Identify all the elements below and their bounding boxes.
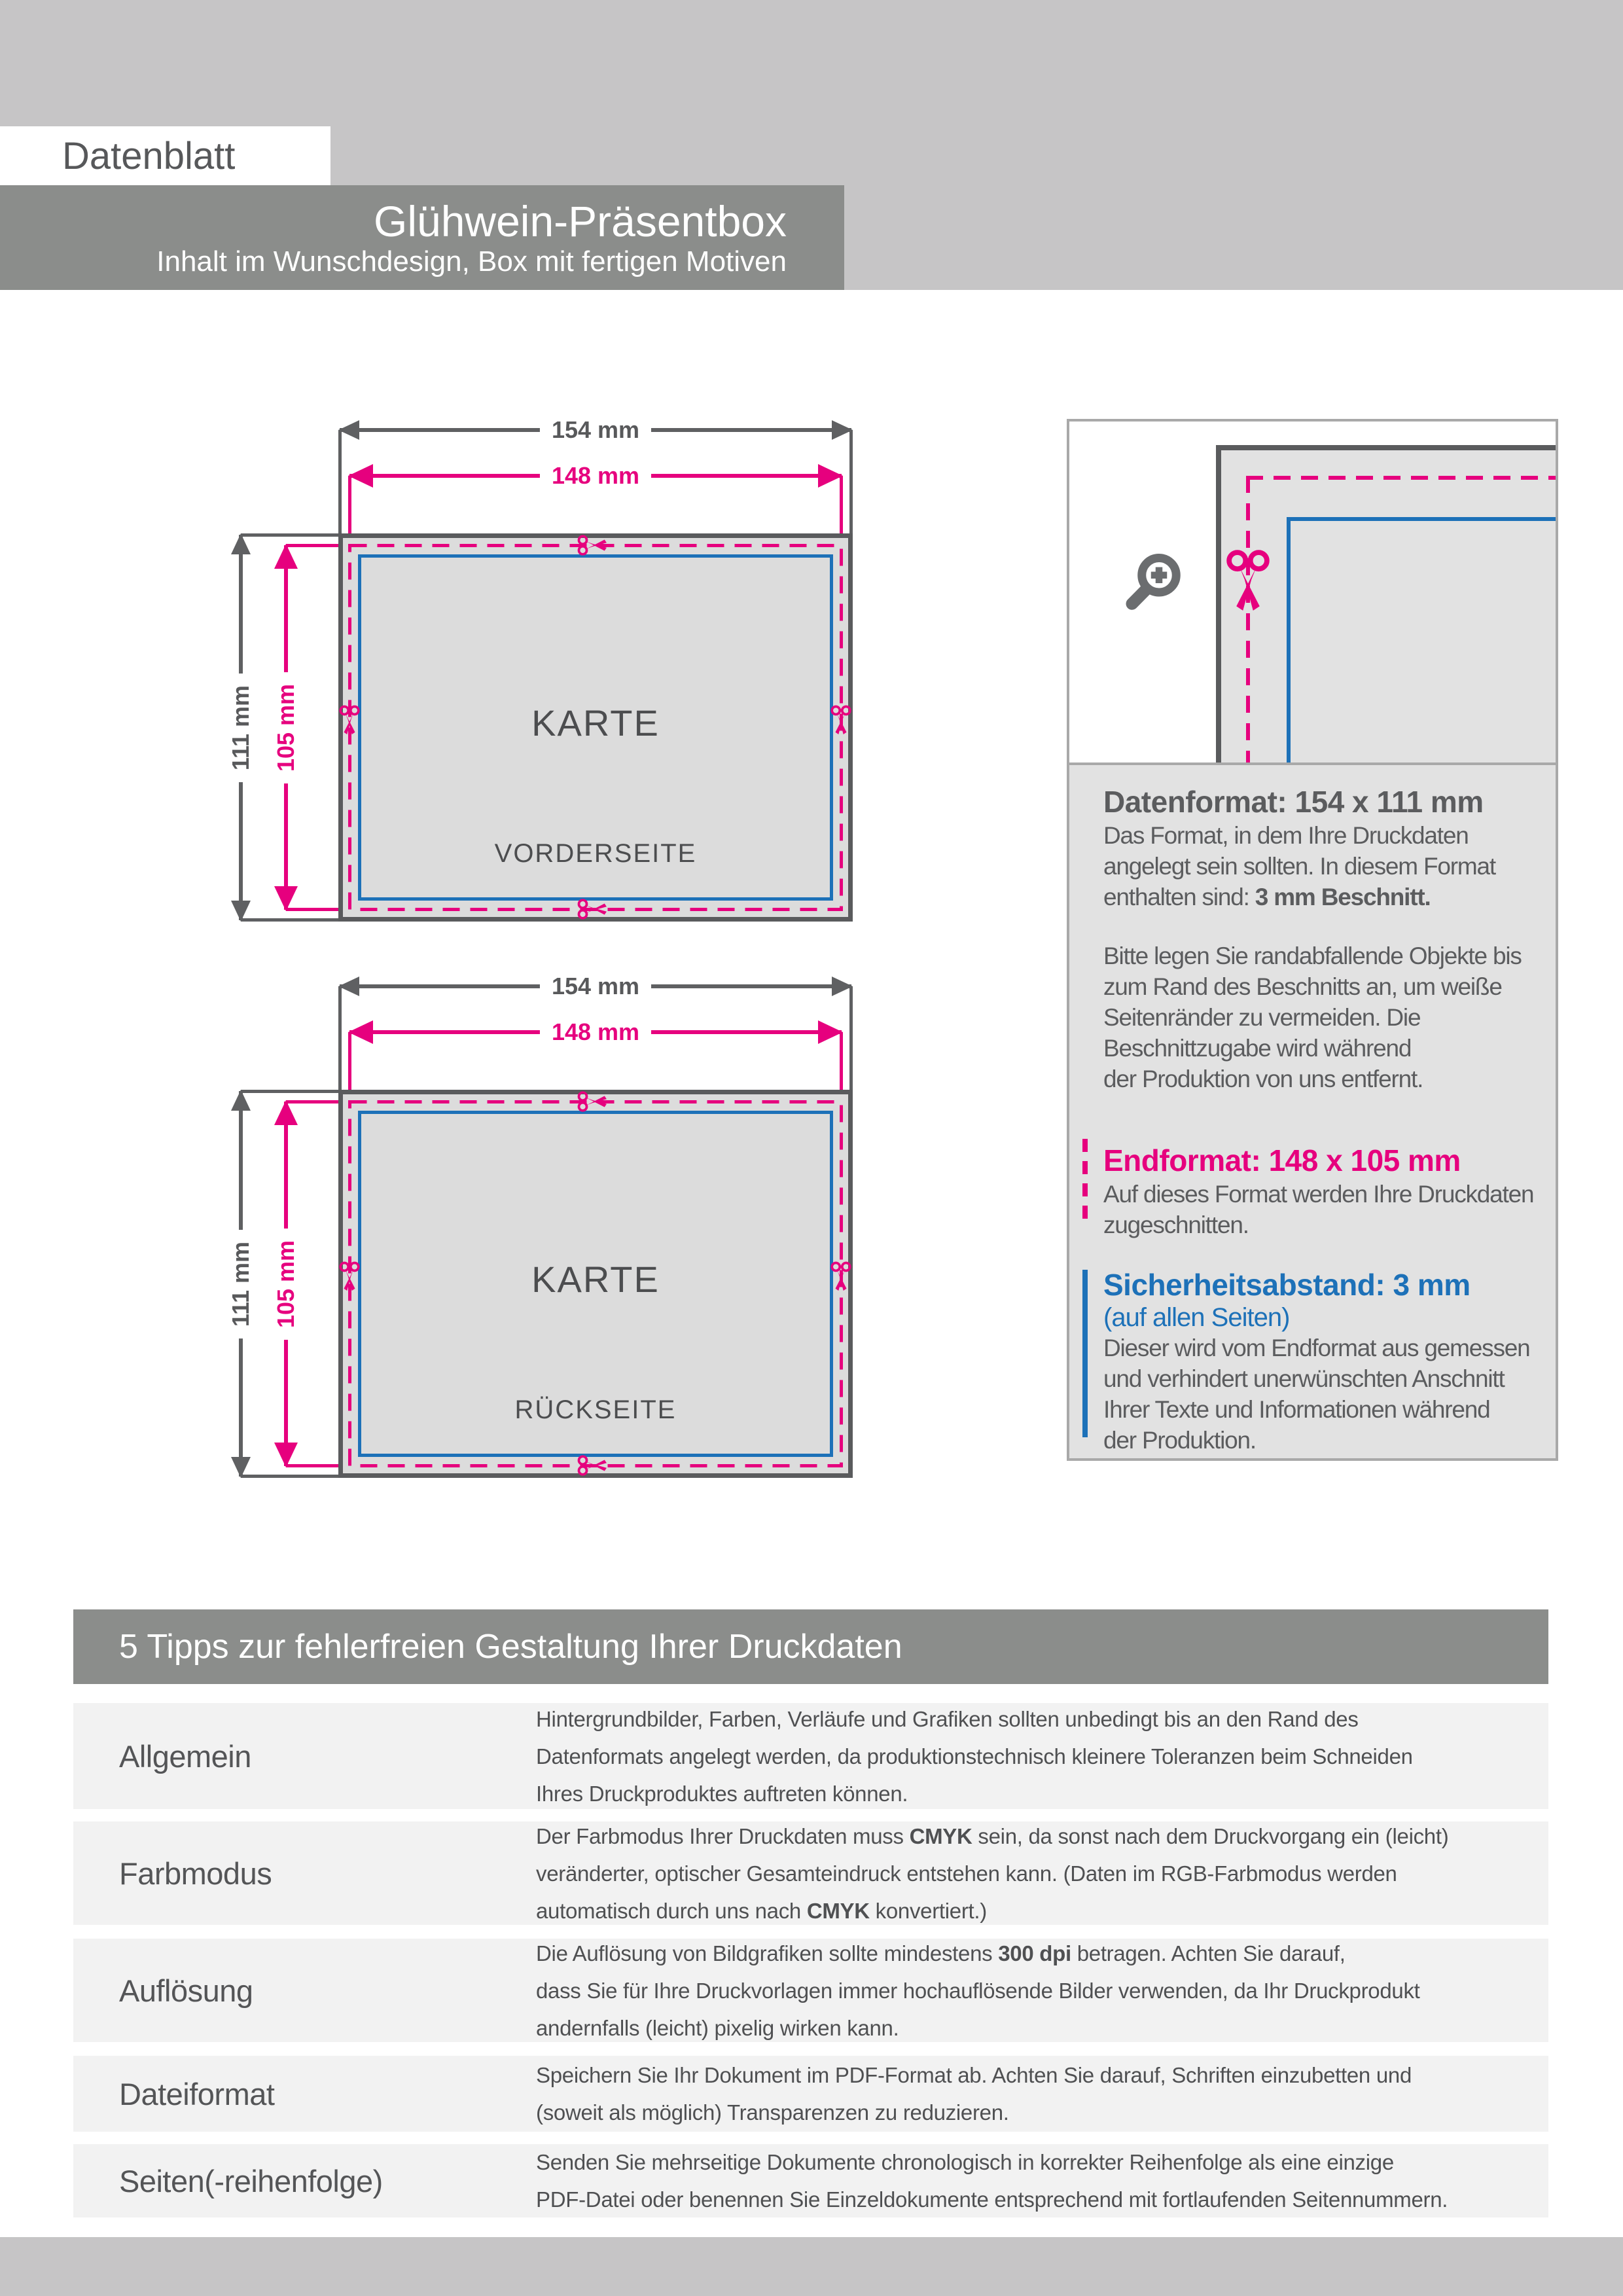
dimension-105mm [272, 1100, 300, 1467]
dimension-label: 154 mm [540, 416, 651, 444]
scissors-icon [338, 1261, 361, 1291]
extension-line [849, 986, 853, 1090]
page-title: Glühwein-Präsentbox [374, 197, 787, 245]
dataformat-edge-line [1216, 445, 1556, 450]
tip-row-label: Auflösung [119, 1973, 253, 2008]
dimension-label: 111 mm [227, 1229, 255, 1338]
dimension-105mm [272, 544, 300, 911]
dimension-148mm [348, 1018, 843, 1047]
safety-section: Sicherheitsabstand: 3 mm (auf allen Seiten) Dieser wird vom Endformat aus gemessen und verhindert unerwünschten Anschnitt Ihrer Texte und Informationen während der Produktion. [1103, 1266, 1540, 1456]
dimension-label: 105 mm [272, 672, 300, 783]
datenformat-section: Datenformat: 154 x 111 mm Das Format, in dem Ihre Druckdaten angelegt sein sollten. In diesem Format enthalten sind: 3 mm Beschnitt. [1103, 783, 1540, 912]
scissors-icon [1224, 541, 1272, 620]
tips-header-band [73, 1609, 1548, 1684]
magnifier-icon [1120, 550, 1185, 615]
info-panel [1067, 419, 1558, 1461]
extension-line [241, 918, 338, 922]
tip-row-label: Seiten(-reihenfolge) [119, 2163, 383, 2198]
tip-row-allgemein [73, 1703, 1548, 1809]
footer-gray-band [0, 2237, 1623, 2296]
dimension-154mm [338, 416, 853, 444]
scissors-icon [577, 533, 607, 557]
tip-row-dateiformat [73, 2056, 1548, 2132]
trim-dash-line [1246, 476, 1556, 480]
tip-row-label: Allgemein [119, 1738, 251, 1774]
scissors-icon [577, 1454, 607, 1477]
safety-title: Sicherheitsabstand: 3 mm [1103, 1268, 1471, 1302]
diagram-back [196, 969, 857, 1499]
dimension-label: 148 mm [540, 1018, 651, 1046]
datenblatt-box [0, 126, 330, 185]
dimension-label: 111 mm [227, 673, 255, 781]
extension-line [241, 1475, 338, 1478]
tip-row-farbmodus [73, 1821, 1548, 1925]
tip-row-text: Hintergrundbilder, Farben, Verläufe und Grafiken sollten unbedingt bis an den Rand des Datenformats angelegt werden, da produktionstechnisch kleinere Toleranzen beim Schneiden Ihres Druckproduktes auftreten können. [536, 1706, 1413, 1806]
dimension-111mm [226, 1090, 255, 1478]
tip-row-text: Die Auflösung von Bildgrafiken sollte mindestens 300 dpi betragen. Achten Sie darauf, dass Sie für Ihre Druckvorlagen immer hochauflösende Bilder verwenden, da Ihr Druckprodukt andernfalls (leicht) pixelig wirken kann. [536, 1941, 1420, 2040]
tip-row-text: Speichern Sie Ihr Dokument im PDF-Format ab. Achten Sie darauf, Schriften einzubetten und (soweit als möglich) Transparenzen zu reduzieren. [536, 2063, 1412, 2125]
corner-detail-box [1069, 422, 1556, 765]
datenblatt-label: Datenblatt [62, 134, 236, 177]
endformat-dash-marker [1082, 1139, 1088, 1220]
dimension-148mm [348, 461, 843, 490]
safety-subtitle: (auf allen Seiten) [1103, 1303, 1290, 1332]
extension-line [338, 986, 342, 1090]
scissors-icon [829, 1261, 853, 1291]
diagram-front [196, 412, 857, 942]
dataformat-edge-line [1216, 445, 1221, 762]
safety-bar-marker [1082, 1270, 1088, 1437]
card-label: KARTE [531, 702, 660, 744]
scissors-icon [829, 705, 853, 735]
dimension-label: 105 mm [272, 1228, 300, 1339]
dimension-label: 154 mm [540, 973, 651, 1000]
scissors-icon [577, 897, 607, 921]
extension-line [338, 430, 342, 533]
page-subtitle: Inhalt im Wunschdesign, Box mit fertigen Motiven [156, 245, 787, 278]
title-band [0, 185, 844, 290]
scissors-icon [577, 1090, 607, 1113]
extension-line [241, 1090, 338, 1093]
tip-row-aufloesung [73, 1939, 1548, 2042]
endformat-title: Endformat: 148 x 105 mm [1103, 1143, 1461, 1177]
tip-row-seitenreihenfolge [73, 2144, 1548, 2217]
side-label: RÜCKSEITE [514, 1395, 677, 1424]
tip-row-text: Senden Sie mehrseitige Dokumente chronologisch in korrekter Reihenfolge als eine einzige PDF-Datei oder benennen Sie Einzeldokumente entsprechend mit fortlaufenden Seitennummern. [536, 2150, 1448, 2212]
tip-row-label: Dateiformat [119, 2076, 275, 2111]
extension-line [849, 430, 853, 533]
scissors-icon [338, 705, 361, 735]
tips-header-title: 5 Tipps zur fehlerfreien Gestaltung Ihrer Druckdaten [119, 1628, 902, 1666]
safety-line [1287, 517, 1556, 521]
endformat-section: Endformat: 148 x 105 mm Auf dieses Format werden Ihre Druckdaten zugeschnitten. [1103, 1142, 1540, 1240]
side-label: VORDERSEITE [494, 839, 697, 868]
tip-row-text: Der Farbmodus Ihrer Druckdaten muss CMYK sein, da sonst nach dem Druckvorgang ein (leicht) veränderter, optischer Gesamteindruck entstehen kann. (Daten im RGB-Farbmodus werden automatisch durch uns nach CMYK konvertiert.) [536, 1823, 1449, 1923]
dimension-154mm [338, 972, 853, 1001]
datenformat-title: Datenformat: 154 x 111 mm [1103, 785, 1484, 819]
extension-line [241, 533, 338, 537]
card-label: KARTE [531, 1259, 660, 1300]
bleed-note: Bitte legen Sie randabfallende Objekte bis zum Rand des Beschnitts an, um weiße Seitenränder zu vermeiden. Die Beschnittzugabe wird während der Produktion von uns entfernt. [1103, 942, 1522, 1092]
dimension-label: 148 mm [540, 462, 651, 490]
tip-row-label: Farbmodus [119, 1856, 272, 1891]
safety-line [1287, 517, 1291, 762]
dimension-111mm [226, 533, 255, 922]
